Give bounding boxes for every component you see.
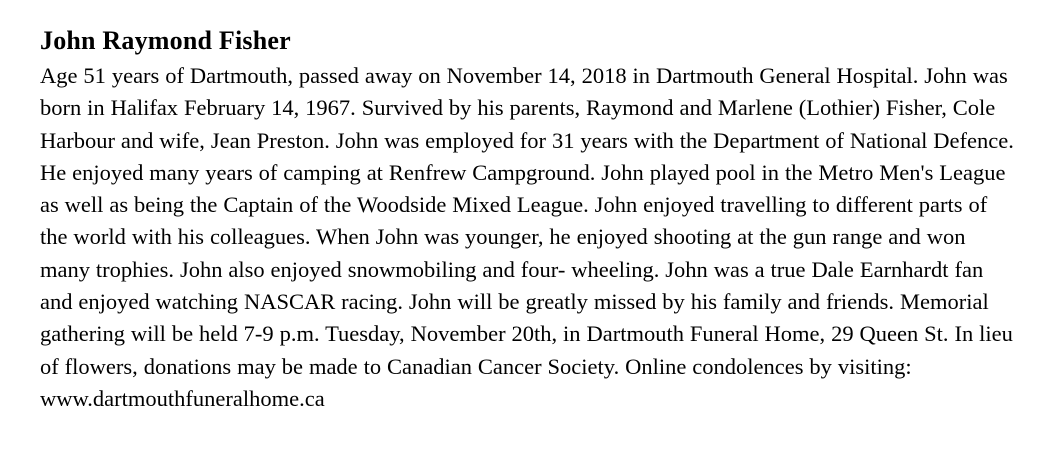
obituary-body-paragraph: Age 51 years of Dartmouth, passed away on November 14, 2018 in Dartmouth General Hospital. John was born in Halifax February 14, 1967. Survived by his parents, Raymond and Marlene (Lothier) Fisher, Cole Harbour and wife, Jean Preston. John was employed for 31 years with the Department of National Defence. He enjoyed many years of camping at Renfrew Campground. John played pool in the Metro Men's League as well as being the Captain of the Woodside Mixed League. John enjoyed travelling to different parts of the world with his colleagues. When John was younger, he enjoyed shooting at the gun range and won many trophies. John also enjoyed snowmobiling and four- wheeling. John was a true Dale Earnhardt fan and enjoyed watching NASCAR racing. John will be greatly missed by his family and friends. Memorial gathering will be held 7-9 p.m. Tuesday, November 20th, in Dartmouth Funeral Home, 29 Queen St. In lieu of flowers, donations may be made to Canadian Cancer Society. Online condolences by visiting: bbox=[40, 63, 1014, 379]
page-title: John Raymond Fisher bbox=[40, 26, 291, 55]
funeral-home-website-link[interactable]: www.dartmouthfuneralhome.ca bbox=[40, 385, 325, 411]
obituary-body-text bbox=[40, 60, 1015, 415]
